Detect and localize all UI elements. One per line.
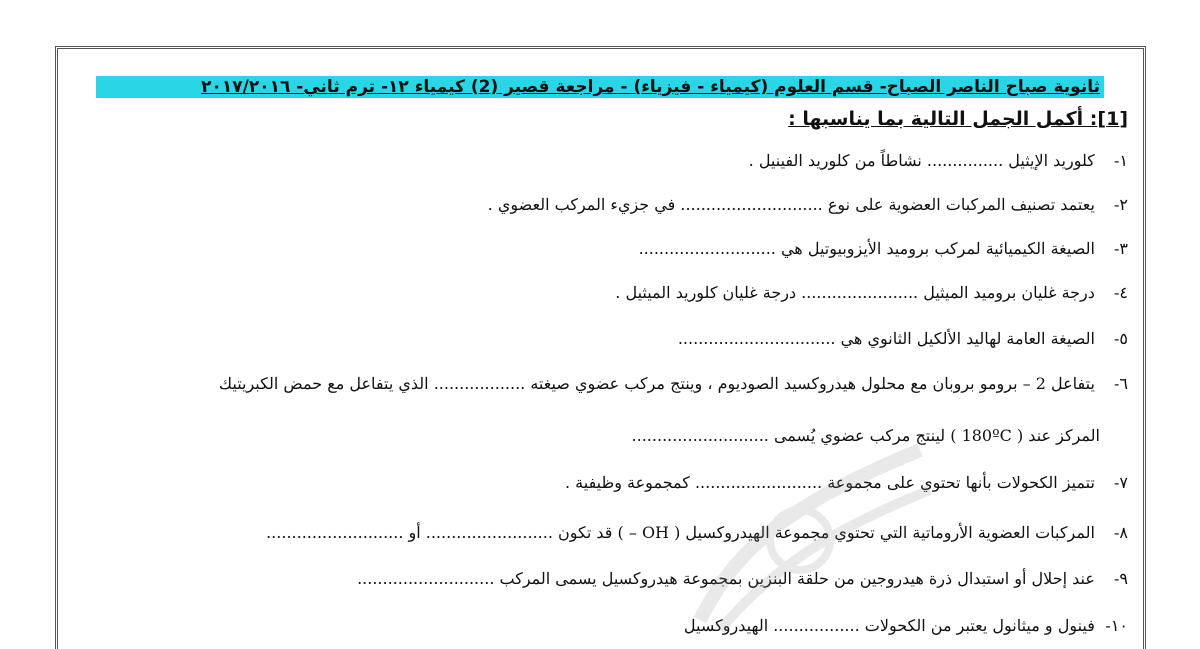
question-text: يتفاعل 2 – برومو بروبان مع محلول هيدروكسيد الصوديوم ، وينتج مركب عضوي صيغته .................. الذي يتفاعل مع حمض الكبريتيك xyxy=(218,374,1095,393)
question-1 xyxy=(749,149,1128,173)
question-number: ٨- xyxy=(1114,523,1128,542)
question-text: عند إحلال أو استبدال ذرة هيدروجين من حلقة البنزين بمجموعة هيدروكسيل يسمى المركب ........................... xyxy=(357,569,1095,588)
document-header-banner: ثانوية صباح الناصر الصباح- قسم العلوم (كيمياء - فيزياء) - مراجعة قصير (2) كيمياء ١٢- ترم ثاني- ٢٠١٧/٢٠١٦ xyxy=(96,76,1104,98)
question-text: الصيغة الكيميائية لمركب بروميد الأيزوبيوتيل هي ........................... xyxy=(638,239,1095,258)
question-number: ٥- xyxy=(1114,329,1128,348)
section-heading xyxy=(788,106,1128,132)
question-6-continued xyxy=(632,424,1100,448)
question-3 xyxy=(639,237,1128,261)
question-number: ١- xyxy=(1114,151,1128,170)
question-text: الصيغة العامة لهاليد الألكيل الثانوي هي ............................... xyxy=(677,329,1095,348)
question-text: المركبات العضوية الأروماتية التي تحتوي مجموعة الهيدروكسيل ( OH – ) قد تكون ......................... أو ........................... xyxy=(266,523,1095,542)
question-5 xyxy=(678,327,1128,351)
question-number: ٢- xyxy=(1114,195,1128,214)
question-number: ١٠- xyxy=(1105,616,1128,635)
question-text: كلوريد الإيثيل ............... نشاطاً من كلوريد الفينيل . xyxy=(748,151,1095,170)
question-2 xyxy=(488,193,1128,217)
section-number: [1] xyxy=(1097,108,1128,130)
section-title: : أكمل الجمل التالية بما يناسبها : xyxy=(788,108,1098,130)
question-number: ٣- xyxy=(1114,239,1128,258)
question-8 xyxy=(266,521,1128,545)
question-6 xyxy=(219,372,1128,396)
question-4 xyxy=(615,281,1128,305)
question-number: ٩- xyxy=(1114,569,1128,588)
question-text: فينول و ميثانول يعتبر من الكحولات ................. الهيدروكسيل xyxy=(683,616,1095,635)
question-9 xyxy=(357,567,1128,591)
question-7 xyxy=(565,471,1128,495)
question-text: درجة غليان بروميد الميثيل ....................... درجة غليان كلوريد الميثيل . xyxy=(615,283,1095,302)
question-number: ٦- xyxy=(1114,374,1128,393)
question-text: تتميز الكحولات بأنها تحتوي على مجموعة ......................... كمجموعة وظيفية . xyxy=(565,473,1095,492)
question-number: ٤- xyxy=(1114,283,1128,302)
question-text: المركز عند ( 180ºC ) لينتج مركب عضوي يُسمى ........................... xyxy=(631,426,1100,445)
question-number: ٧- xyxy=(1114,473,1128,492)
question-text: يعتمد تصنيف المركبات العضوية على نوع ............................ في جزيء المركب العضوي . xyxy=(487,195,1095,214)
question-10 xyxy=(684,614,1128,638)
